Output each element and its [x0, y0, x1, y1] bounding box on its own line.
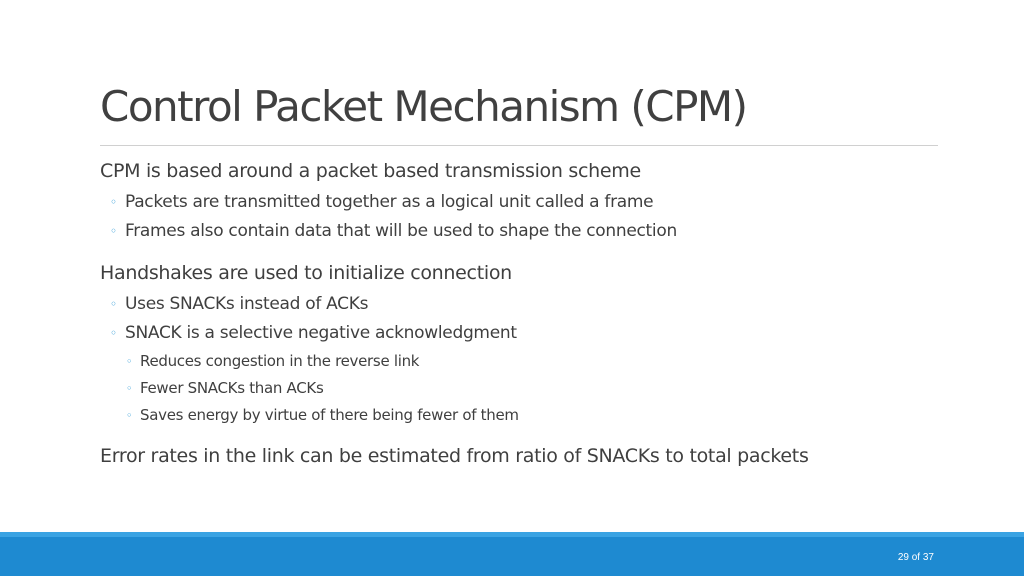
bullet-level2 [100, 319, 940, 348]
bullet-circle-icon: ◦ [110, 195, 117, 209]
slide-body [100, 158, 940, 473]
bullet-circle-icon: ◦ [126, 409, 133, 422]
bullet-text: Saves energy by virtue of there being fewer of them [140, 406, 519, 424]
bullet-level2 [100, 290, 940, 319]
bullet-level2 [100, 188, 940, 217]
bullet-text: Frames also contain data that will be used to shape the connection [125, 221, 677, 241]
footer-accent-line [0, 532, 1024, 537]
bullet-circle-icon: ◦ [110, 297, 117, 311]
bullet-text: Reduces congestion in the reverse link [140, 352, 420, 370]
bullet-level3 [100, 348, 940, 375]
bullet-level3 [100, 402, 940, 429]
title-divider [100, 145, 938, 146]
bullet-level1-error-rates: Error rates in the link can be estimated from ratio of SNACKs to total packets [100, 445, 809, 467]
bullet-level1-cpm: CPM is based around a packet based transmission scheme [100, 160, 641, 182]
bullet-text: Uses SNACKs instead of ACKs [125, 294, 369, 314]
bullet-circle-icon: ◦ [126, 355, 133, 368]
bullet-circle-icon: ◦ [110, 224, 117, 238]
bullet-level1-handshakes: Handshakes are used to initialize connection [100, 262, 512, 284]
bullet-text: Packets are transmitted together as a logical unit called a frame [125, 192, 654, 212]
bullet-circle-icon: ◦ [110, 326, 117, 340]
slide-title: Control Packet Mechanism (CPM) [100, 82, 747, 131]
footer-band [0, 532, 1024, 576]
bullet-circle-icon: ◦ [126, 382, 133, 395]
bullet-text: Fewer SNACKs than ACKs [140, 379, 324, 397]
bullet-level3 [100, 375, 940, 402]
page-number: 29 of 37 [897, 552, 934, 563]
bullet-text: SNACK is a selective negative acknowledgment [125, 323, 517, 343]
bullet-level2 [100, 217, 940, 246]
